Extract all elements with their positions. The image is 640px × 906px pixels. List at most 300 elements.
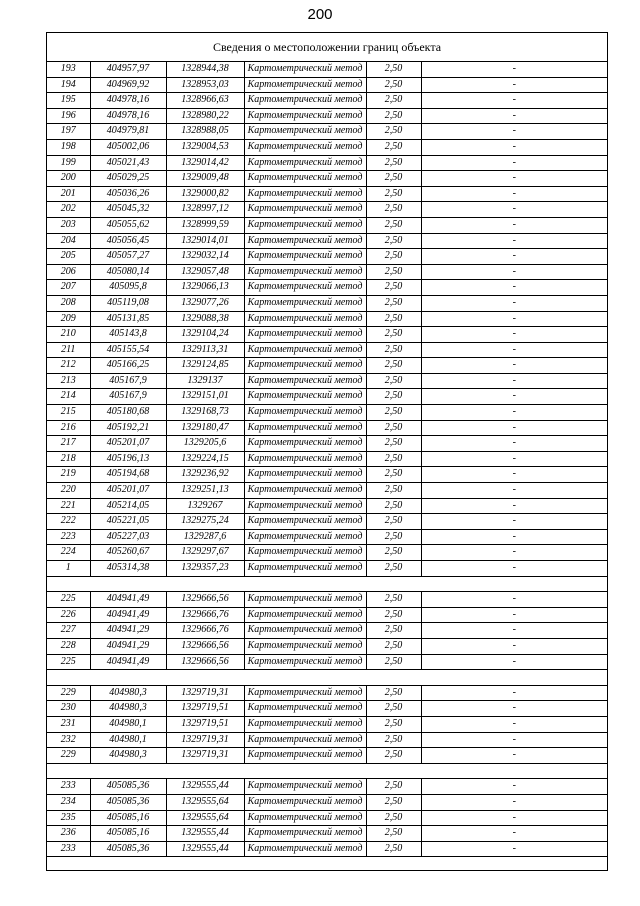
accuracy-cell: 2,50 [366,77,421,93]
point-number-cell: 195 [47,93,90,109]
table-row [47,685,607,701]
table-row [47,779,607,795]
x-coordinate-cell: 405143,8 [90,327,166,343]
y-coordinate-cell: 1329666,76 [166,607,244,623]
table-row [47,514,607,530]
table-row [47,405,607,421]
point-number-cell: 220 [47,483,90,499]
table-row [47,483,607,499]
table-row [47,748,607,764]
note-cell: - [421,93,607,109]
point-number-cell: 221 [47,498,90,514]
note-cell: - [421,748,607,764]
method-cell: Картометрический метод [244,826,366,842]
point-number-cell: 234 [47,794,90,810]
accuracy-cell: 2,50 [366,483,421,499]
method-cell: Картометрический метод [244,514,366,530]
accuracy-cell: 2,50 [366,420,421,436]
table-row [47,264,607,280]
accuracy-cell: 2,50 [366,748,421,764]
point-number-cell: 232 [47,732,90,748]
point-number-cell: 1 [47,561,90,577]
y-coordinate-cell: 1328966,63 [166,93,244,109]
group-separator-cell [47,576,607,592]
y-coordinate-cell: 1329555,64 [166,810,244,826]
table-row [47,545,607,561]
accuracy-cell: 2,50 [366,405,421,421]
method-cell: Картометрический метод [244,139,366,155]
note-cell: - [421,280,607,296]
x-coordinate-cell: 405057,27 [90,249,166,265]
method-cell: Картометрический метод [244,716,366,732]
method-cell: Картометрический метод [244,62,366,77]
method-cell: Картометрический метод [244,405,366,421]
y-coordinate-cell: 1329137 [166,373,244,389]
group-separator-cell [47,763,607,779]
note-cell: - [421,249,607,265]
table-row [47,108,607,124]
y-coordinate-cell: 1329205,6 [166,436,244,452]
point-number-cell: 203 [47,217,90,233]
point-number-cell: 224 [47,545,90,561]
accuracy-cell: 2,50 [366,108,421,124]
table-row [47,607,607,623]
method-cell: Картометрический метод [244,108,366,124]
x-coordinate-cell: 405314,38 [90,561,166,577]
note-cell: - [421,108,607,124]
point-number-cell: 198 [47,139,90,155]
accuracy-cell: 2,50 [366,295,421,311]
table-row [47,327,607,343]
x-coordinate-cell: 405221,05 [90,514,166,530]
method-cell: Картометрический метод [244,124,366,140]
accuracy-cell: 2,50 [366,436,421,452]
table-row [47,202,607,218]
accuracy-cell: 2,50 [366,62,421,77]
y-coordinate-cell: 1329224,15 [166,451,244,467]
y-coordinate-cell: 1329088,38 [166,311,244,327]
y-coordinate-cell: 1328980,22 [166,108,244,124]
point-number-cell: 213 [47,373,90,389]
note-cell: - [421,389,607,405]
y-coordinate-cell: 1328999,59 [166,217,244,233]
x-coordinate-cell: 404957,97 [90,62,166,77]
point-number-cell: 217 [47,436,90,452]
x-coordinate-cell: 405085,16 [90,810,166,826]
table-row [47,732,607,748]
x-coordinate-cell: 405085,36 [90,794,166,810]
note-cell: - [421,202,607,218]
table-row [47,841,607,857]
y-coordinate-cell: 1329666,56 [166,654,244,670]
accuracy-cell: 2,50 [366,592,421,608]
y-coordinate-cell: 1329014,42 [166,155,244,171]
point-number-cell: 231 [47,716,90,732]
table-row [47,623,607,639]
accuracy-cell: 2,50 [366,545,421,561]
x-coordinate-cell: 405002,06 [90,139,166,155]
point-number-cell: 226 [47,607,90,623]
point-number-cell: 229 [47,748,90,764]
table-row [47,389,607,405]
method-cell: Картометрический метод [244,467,366,483]
method-cell: Картометрический метод [244,638,366,654]
x-coordinate-cell: 405192,21 [90,420,166,436]
note-cell: - [421,295,607,311]
note-cell: - [421,139,607,155]
accuracy-cell: 2,50 [366,233,421,249]
note-cell: - [421,171,607,187]
point-number-cell: 199 [47,155,90,171]
accuracy-cell: 2,50 [366,826,421,842]
method-cell: Картометрический метод [244,810,366,826]
method-cell: Картометрический метод [244,373,366,389]
x-coordinate-cell: 404941,29 [90,623,166,639]
x-coordinate-cell: 405201,07 [90,436,166,452]
y-coordinate-cell: 1329555,64 [166,794,244,810]
note-cell: - [421,233,607,249]
note-cell: - [421,155,607,171]
note-cell: - [421,545,607,561]
x-coordinate-cell: 405167,9 [90,373,166,389]
y-coordinate-cell: 1329666,56 [166,638,244,654]
x-coordinate-cell: 405167,9 [90,389,166,405]
accuracy-cell: 2,50 [366,685,421,701]
method-cell: Картометрический метод [244,311,366,327]
group-separator-row [47,670,607,686]
table-row [47,794,607,810]
x-coordinate-cell: 404978,16 [90,93,166,109]
table-row [47,529,607,545]
y-coordinate-cell: 1329014,01 [166,233,244,249]
x-coordinate-cell: 405180,68 [90,405,166,421]
method-cell: Картометрический метод [244,607,366,623]
group-separator-row [47,763,607,779]
accuracy-cell: 2,50 [366,451,421,467]
note-cell: - [421,701,607,717]
accuracy-cell: 2,50 [366,810,421,826]
y-coordinate-cell: 1329066,13 [166,280,244,296]
note-cell: - [421,483,607,499]
accuracy-cell: 2,50 [366,561,421,577]
method-cell: Картометрический метод [244,217,366,233]
accuracy-cell: 2,50 [366,607,421,623]
point-number-cell: 197 [47,124,90,140]
table-row [47,249,607,265]
point-number-cell: 223 [47,529,90,545]
x-coordinate-cell: 405214,05 [90,498,166,514]
accuracy-cell: 2,50 [366,139,421,155]
method-cell: Картометрический метод [244,436,366,452]
table-row [47,716,607,732]
point-number-cell: 230 [47,701,90,717]
accuracy-cell: 2,50 [366,280,421,296]
point-number-cell: 225 [47,654,90,670]
method-cell: Картометрический метод [244,93,366,109]
x-coordinate-cell: 404980,1 [90,716,166,732]
x-coordinate-cell: 405021,43 [90,155,166,171]
accuracy-cell: 2,50 [366,358,421,374]
point-number-cell: 208 [47,295,90,311]
accuracy-cell: 2,50 [366,217,421,233]
table-row [47,280,607,296]
accuracy-cell: 2,50 [366,155,421,171]
note-cell: - [421,77,607,93]
y-coordinate-cell: 1329719,31 [166,732,244,748]
point-number-cell: 205 [47,249,90,265]
x-coordinate-cell: 404980,1 [90,732,166,748]
x-coordinate-cell: 405095,8 [90,280,166,296]
note-cell: - [421,498,607,514]
method-cell: Картометрический метод [244,420,366,436]
table-row [47,139,607,155]
method-cell: Картометрический метод [244,77,366,93]
y-coordinate-cell: 1329151,01 [166,389,244,405]
method-cell: Картометрический метод [244,451,366,467]
note-cell: - [421,358,607,374]
table-row [47,217,607,233]
y-coordinate-cell: 1329077,26 [166,295,244,311]
x-coordinate-cell: 404941,29 [90,638,166,654]
x-coordinate-cell: 405080,14 [90,264,166,280]
method-cell: Картометрический метод [244,748,366,764]
note-cell: - [421,124,607,140]
accuracy-cell: 2,50 [366,93,421,109]
method-cell: Картометрический метод [244,342,366,358]
table-row [47,155,607,171]
point-number-cell: 214 [47,389,90,405]
x-coordinate-cell: 405155,54 [90,342,166,358]
y-coordinate-cell: 1329004,53 [166,139,244,155]
note-cell: - [421,62,607,77]
table-row [47,436,607,452]
method-cell: Картометрический метод [244,155,366,171]
x-coordinate-cell: 405055,62 [90,217,166,233]
table-row [47,62,607,77]
method-cell: Картометрический метод [244,186,366,202]
y-coordinate-cell: 1329719,31 [166,748,244,764]
x-coordinate-cell: 405227,03 [90,529,166,545]
boundary-sheet [46,32,608,871]
accuracy-cell: 2,50 [366,124,421,140]
point-number-cell: 216 [47,420,90,436]
x-coordinate-cell: 404980,3 [90,701,166,717]
point-number-cell: 206 [47,264,90,280]
accuracy-cell: 2,50 [366,498,421,514]
accuracy-cell: 2,50 [366,529,421,545]
point-number-cell: 228 [47,638,90,654]
point-number-cell: 233 [47,841,90,857]
point-number-cell: 207 [47,280,90,296]
note-cell: - [421,451,607,467]
group-separator-row [47,576,607,592]
point-number-cell: 215 [47,405,90,421]
accuracy-cell: 2,50 [366,327,421,343]
accuracy-cell: 2,50 [366,701,421,717]
accuracy-cell: 2,50 [366,249,421,265]
note-cell: - [421,342,607,358]
table-row [47,638,607,654]
accuracy-cell: 2,50 [366,171,421,187]
accuracy-cell: 2,50 [366,716,421,732]
table-row [47,311,607,327]
y-coordinate-cell: 1329104,24 [166,327,244,343]
accuracy-cell: 2,50 [366,202,421,218]
y-coordinate-cell: 1329009,48 [166,171,244,187]
note-cell: - [421,607,607,623]
accuracy-cell: 2,50 [366,841,421,857]
method-cell: Картометрический метод [244,295,366,311]
method-cell: Картометрический метод [244,389,366,405]
y-coordinate-cell: 1329357,23 [166,561,244,577]
note-cell: - [421,373,607,389]
accuracy-cell: 2,50 [366,794,421,810]
accuracy-cell: 2,50 [366,342,421,358]
note-cell: - [421,420,607,436]
method-cell: Картометрический метод [244,264,366,280]
point-number-cell: 218 [47,451,90,467]
table-row [47,561,607,577]
table-row [47,826,607,842]
y-coordinate-cell: 1328944,38 [166,62,244,77]
method-cell: Картометрический метод [244,841,366,857]
point-number-cell: 219 [47,467,90,483]
y-coordinate-cell: 1329555,44 [166,779,244,795]
x-coordinate-cell: 405131,85 [90,311,166,327]
y-coordinate-cell: 1329555,44 [166,841,244,857]
accuracy-cell: 2,50 [366,623,421,639]
point-number-cell: 235 [47,810,90,826]
point-number-cell: 236 [47,826,90,842]
y-coordinate-cell: 1329719,31 [166,685,244,701]
y-coordinate-cell: 1329666,56 [166,592,244,608]
note-cell: - [421,623,607,639]
y-coordinate-cell: 1329180,47 [166,420,244,436]
note-cell: - [421,841,607,857]
point-number-cell: 193 [47,62,90,77]
table-row [47,233,607,249]
point-number-cell: 225 [47,592,90,608]
note-cell: - [421,405,607,421]
table-row [47,592,607,608]
method-cell: Картометрический метод [244,483,366,499]
point-number-cell: 212 [47,358,90,374]
y-coordinate-cell: 1329057,48 [166,264,244,280]
y-coordinate-cell: 1329251,13 [166,483,244,499]
point-number-cell: 211 [47,342,90,358]
accuracy-cell: 2,50 [366,638,421,654]
point-number-cell: 202 [47,202,90,218]
point-number-cell: 210 [47,327,90,343]
table-row [47,498,607,514]
y-coordinate-cell: 1329555,44 [166,826,244,842]
note-cell: - [421,561,607,577]
method-cell: Картометрический метод [244,794,366,810]
note-cell: - [421,467,607,483]
accuracy-cell: 2,50 [366,732,421,748]
x-coordinate-cell: 405201,07 [90,483,166,499]
method-cell: Картометрический метод [244,732,366,748]
y-coordinate-cell: 1329236,92 [166,467,244,483]
point-number-cell: 222 [47,514,90,530]
table-row [47,701,607,717]
x-coordinate-cell: 404969,92 [90,77,166,93]
x-coordinate-cell: 405029,25 [90,171,166,187]
x-coordinate-cell: 405119,08 [90,295,166,311]
table-row [47,124,607,140]
method-cell: Картометрический метод [244,202,366,218]
accuracy-cell: 2,50 [366,514,421,530]
point-number-cell: 229 [47,685,90,701]
note-cell: - [421,826,607,842]
note-cell: - [421,654,607,670]
accuracy-cell: 2,50 [366,467,421,483]
y-coordinate-cell: 1329666,76 [166,623,244,639]
y-coordinate-cell: 1329287,6 [166,529,244,545]
x-coordinate-cell: 404978,16 [90,108,166,124]
method-cell: Картометрический метод [244,701,366,717]
accuracy-cell: 2,50 [366,373,421,389]
y-coordinate-cell: 1329124,85 [166,358,244,374]
method-cell: Картометрический метод [244,233,366,249]
note-cell: - [421,311,607,327]
note-cell: - [421,186,607,202]
method-cell: Картометрический метод [244,280,366,296]
method-cell: Картометрический метод [244,358,366,374]
table-row [47,295,607,311]
table-row [47,654,607,670]
accuracy-cell: 2,50 [366,779,421,795]
method-cell: Картометрический метод [244,779,366,795]
y-coordinate-cell: 1329297,67 [166,545,244,561]
accuracy-cell: 2,50 [366,389,421,405]
accuracy-cell: 2,50 [366,654,421,670]
y-coordinate-cell: 1329719,51 [166,716,244,732]
y-coordinate-cell: 1328988,05 [166,124,244,140]
x-coordinate-cell: 405056,45 [90,233,166,249]
y-coordinate-cell: 1329113,31 [166,342,244,358]
y-coordinate-cell: 1329000,82 [166,186,244,202]
note-cell: - [421,810,607,826]
x-coordinate-cell: 404941,49 [90,592,166,608]
y-coordinate-cell: 1329719,51 [166,701,244,717]
table-row [47,77,607,93]
point-number-cell: 194 [47,77,90,93]
note-cell: - [421,685,607,701]
x-coordinate-cell: 404941,49 [90,654,166,670]
method-cell: Картометрический метод [244,654,366,670]
coordinates-table [47,62,607,857]
method-cell: Картометрический метод [244,592,366,608]
note-cell: - [421,779,607,795]
table-row [47,467,607,483]
y-coordinate-cell: 1328953,03 [166,77,244,93]
note-cell: - [421,592,607,608]
point-number-cell: 233 [47,779,90,795]
y-coordinate-cell: 1329032,14 [166,249,244,265]
x-coordinate-cell: 405196,13 [90,451,166,467]
note-cell: - [421,436,607,452]
x-coordinate-cell: 405085,16 [90,826,166,842]
x-coordinate-cell: 404980,3 [90,748,166,764]
x-coordinate-cell: 404941,49 [90,607,166,623]
accuracy-cell: 2,50 [366,264,421,280]
y-coordinate-cell: 1329267 [166,498,244,514]
method-cell: Картометрический метод [244,529,366,545]
point-number-cell: 204 [47,233,90,249]
x-coordinate-cell: 405085,36 [90,841,166,857]
note-cell: - [421,217,607,233]
